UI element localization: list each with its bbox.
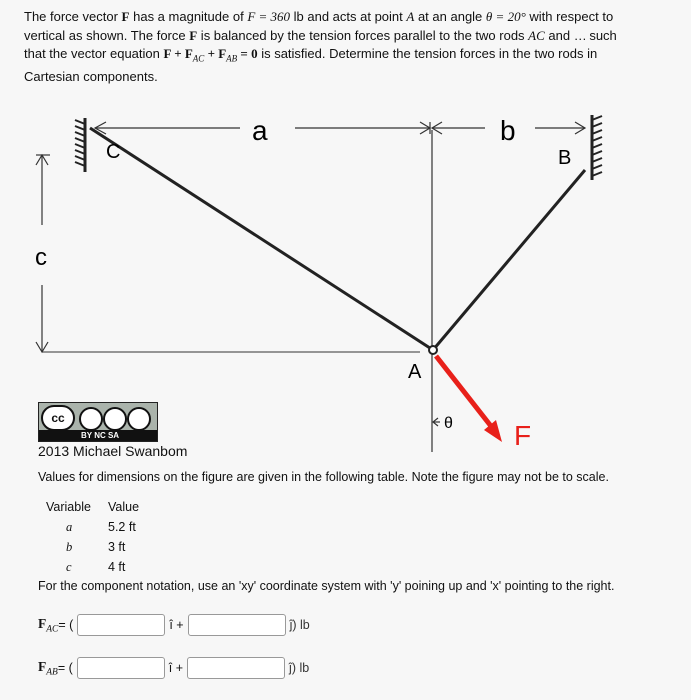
vector-equation: $F + F_{AC} + F_{AB} = 0$: [163, 46, 258, 64]
j-hat-unit: ĵ) lb: [289, 661, 310, 675]
rod-AC: [90, 128, 433, 350]
problem-statement: The force vector F has a magnitude of F = 360 lb and acts at point A at an angle θ = 20° with respect to vertical as shown. The force F is balanced by the tension forces parallel to the two rods AC and … such that the vector equation $F + F_{AC} + F_{AB} = 0$ is satisfied. Determine the tension forces in the two rods in Cartesian components.: [24, 9, 617, 85]
nc-icon: [103, 407, 127, 431]
fac-label: $F_{AC}$: [38, 615, 59, 635]
sa-icon: [127, 407, 151, 431]
text: at an angle: [414, 9, 486, 24]
text: has a magnitude of: [129, 9, 248, 24]
angle: θ = 20°: [485, 9, 526, 24]
label-b: b: [500, 115, 516, 146]
label-F: F: [514, 420, 532, 451]
label-a: a: [252, 115, 268, 146]
text: vertical as shown. The force: [24, 27, 190, 43]
j-hat-unit: ĵ) lb: [289, 618, 310, 632]
author-credit: 2013 Michael Swanbom: [38, 443, 188, 459]
fab-label: $F_{AB}$: [38, 658, 58, 678]
text: and: [544, 27, 571, 43]
vector-F: F: [121, 9, 130, 24]
text: Cartesian components.: [24, 69, 158, 85]
vector-F: F: [189, 27, 198, 43]
text: with respect to: [525, 9, 614, 24]
value: 4 ft: [108, 560, 126, 574]
label-B: B: [558, 147, 572, 169]
label-A: A: [408, 361, 422, 383]
table-row: [46, 517, 139, 537]
cc-license-badge: [38, 402, 158, 442]
coordinate-note: For the component notation, use an 'xy' coordinate system with 'y' poining up and 'x' pointing to the right.: [38, 579, 615, 593]
equals-paren: = (: [57, 661, 73, 675]
label-c: c: [35, 244, 47, 271]
equals-paren: = (: [58, 618, 74, 632]
text: such: [585, 27, 617, 43]
theta-marker: [433, 418, 440, 426]
point-A: A: [406, 9, 415, 24]
i-hat: î +: [168, 661, 184, 675]
table-row: [46, 537, 139, 557]
text: lb and acts at point: [290, 9, 407, 24]
text: is satisfied. Determine the tension forces in the two rods in: [257, 46, 598, 61]
text: is balanced by the tension forces parallel to the two rods: [197, 27, 529, 43]
header-variable: Variable: [46, 500, 91, 514]
cc-icon: cc: [41, 405, 75, 431]
fac-answer-row: [38, 614, 310, 636]
point-A-marker: [429, 346, 437, 354]
text: The force vector: [24, 9, 122, 24]
header-value: Value: [108, 500, 140, 514]
table-note: Values for dimensions on the figure are given in the following table. Note the figure may not be to scale.: [38, 470, 609, 484]
variable: c: [66, 559, 72, 574]
table-header: [46, 497, 139, 517]
label-C: C: [106, 141, 121, 163]
variable: b: [66, 539, 73, 554]
right-wall: [592, 115, 602, 180]
fab-y-input[interactable]: [187, 657, 285, 679]
fac-x-input[interactable]: [77, 614, 165, 636]
value: 3 ft: [108, 540, 126, 554]
by-icon: [79, 407, 103, 431]
i-hat: î +: [169, 618, 184, 632]
rod-AB: [433, 170, 585, 350]
dimension-table: [46, 497, 139, 577]
magnitude: F = 360: [247, 9, 291, 24]
label-theta: θ: [444, 415, 453, 432]
fab-x-input[interactable]: [77, 657, 165, 679]
value: 5.2 ft: [108, 520, 136, 534]
rod-AC: AC: [528, 27, 545, 43]
license-label: BY NC SA: [39, 430, 157, 441]
dimension-c: [36, 155, 420, 352]
fab-answer-row: [38, 657, 309, 679]
variable: a: [66, 519, 73, 534]
text: that the vector equation: [24, 46, 164, 61]
fac-y-input[interactable]: [188, 614, 286, 636]
left-wall: [75, 118, 85, 172]
table-row: [46, 557, 139, 577]
